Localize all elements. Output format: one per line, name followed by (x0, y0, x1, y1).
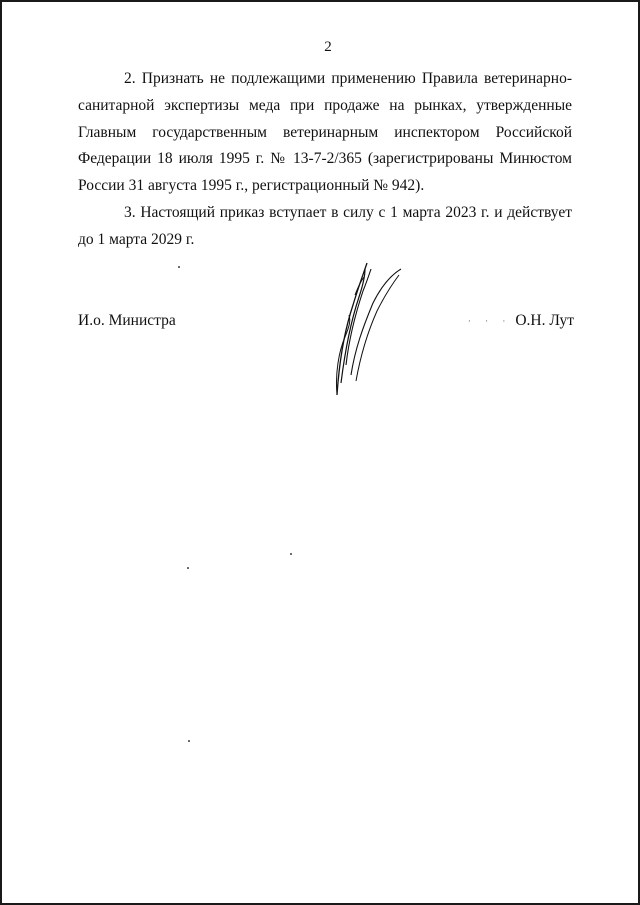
paragraph-3: 3. Настоящий приказ вступает в силу с 1 марта 2023 г. и действует до 1 марта 2029 г. (78, 203, 572, 248)
page-number: 2 (324, 39, 332, 55)
signatory-name: О.Н. Лут (515, 312, 574, 329)
handwritten-signature (325, 255, 410, 405)
scan-specks: · · · (467, 316, 512, 327)
scan-speck (290, 553, 292, 555)
scan-speck (188, 740, 190, 742)
paragraph-2: 2. Признать не подлежащими применению Правила ветеринарно-санитарной экспертизы меда при продаже на рынках, утвержденные Главным государственным ветеринарным инспектором Российской Федерации 18 июля 1995 г. № 13-7-2/365 (зарегистрированы Минюстом России 31 августа 1995 г., регистрационный № 942). (78, 70, 572, 195)
signatory-name-wrap (468, 312, 574, 330)
scan-border-top (0, 0, 640, 2)
scan-speck (187, 567, 189, 569)
document-body (78, 66, 572, 254)
scan-border-left (0, 0, 2, 905)
signatory-position: И.о. Министра (78, 312, 176, 329)
scan-speck (178, 266, 180, 268)
